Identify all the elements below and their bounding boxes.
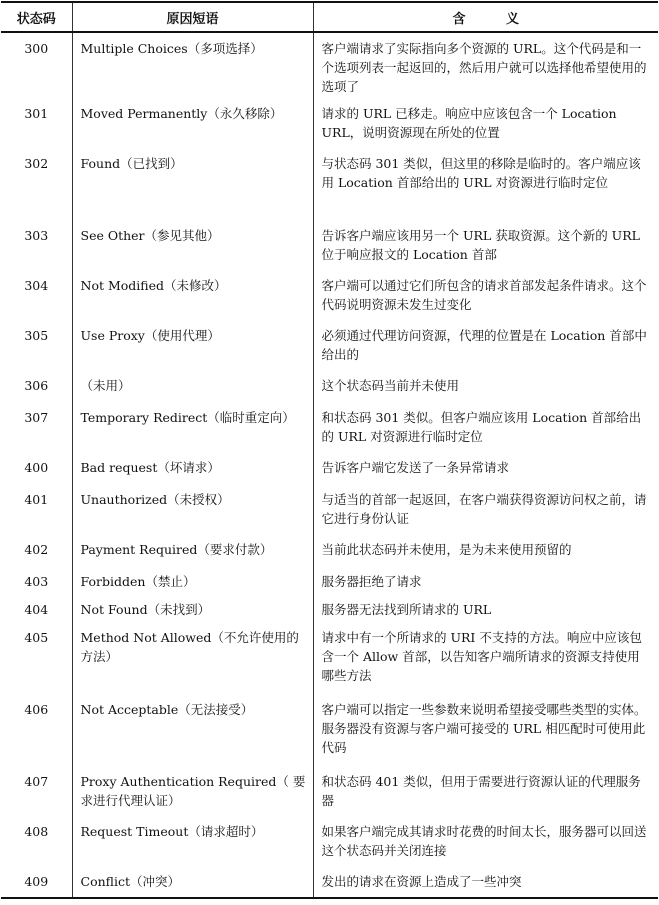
meaning-cell: 与适当的首部一起返回，在客户端获得资源访问权之前，请它进行身份认证 <box>321 492 647 526</box>
reason-phrase-cell: Forbidden（禁止） <box>72 566 313 594</box>
reason-phrase-cell: Conflict（冲突） <box>72 866 313 898</box>
status-code-table <box>1 1 658 899</box>
meaning-cell: 客户端可以指定一些参数来说明希望接受哪些类型的实体。服务器没有资源与客户端可接受的 URL 相匹配时可使用此代码 <box>321 702 647 755</box>
header-phrase: 原因短语 <box>72 2 313 32</box>
reason-phrase-cell: Not Found（未找到） <box>72 594 313 622</box>
status-code-cell: 403 <box>1 566 72 594</box>
table-row <box>1 148 658 220</box>
header-code: 状态码 <box>1 2 72 32</box>
status-code-cell: 300 <box>1 32 72 98</box>
reason-phrase-cell: Found（已找到） <box>72 148 313 220</box>
meaning-cell: 如果客户端完成其请求时花费的时间太长，服务器可以回送这个状态码并关闭连接 <box>321 824 647 858</box>
status-code-cell: 307 <box>1 402 72 452</box>
meaning-cell: 告诉客户端它发送了一条异常请求 <box>321 460 510 475</box>
table-row <box>1 32 658 98</box>
status-code-cell: 306 <box>1 370 72 402</box>
status-code-cell: 302 <box>1 148 72 220</box>
status-code-cell: 401 <box>1 484 72 534</box>
header-meaning: 含 义 <box>313 2 658 32</box>
status-code-cell: 404 <box>1 594 72 622</box>
table-row <box>1 694 658 766</box>
status-code-cell: 305 <box>1 320 72 370</box>
reason-phrase-cell: Method Not Allowed（不允许使用的方法） <box>72 622 313 694</box>
meaning-cell: 这个状态码当前并未使用 <box>321 378 460 393</box>
status-code-cell: 409 <box>1 866 72 898</box>
table-row <box>1 98 658 148</box>
reason-phrase-cell: Payment Required（要求付款） <box>72 534 313 566</box>
reason-phrase-cell: Bad request（坏请求） <box>72 452 313 484</box>
meaning-cell: 当前此状态码并未使用，是为未来使用预留的 <box>321 542 572 557</box>
table-row <box>1 484 658 534</box>
meaning-cell: 客户端请求了实际指向多个资源的 URL。这个代码是和一个选项列表一起返回的，然后用户就可以选择他希望使用的选项了 <box>321 41 647 94</box>
reason-phrase-cell: Temporary Redirect（临时重定向） <box>72 402 313 452</box>
table-row <box>1 534 658 566</box>
reason-phrase-cell: Request Timeout（请求超时） <box>72 816 313 866</box>
meaning-cell: 客户端可以通过它们所包含的请求首部发起条件请求。这个代码说明资源未发生过变化 <box>321 278 647 312</box>
status-code-cell: 408 <box>1 816 72 866</box>
reason-phrase-cell: Not Modified（未修改） <box>72 270 313 320</box>
meaning-cell: 和状态码 301 类似。但客户端应该用 Location 首部给出的 URL 对资源进行临时定位 <box>321 410 642 444</box>
reason-phrase-cell: （未用） <box>72 370 313 402</box>
status-code-cell: 406 <box>1 694 72 766</box>
meaning-cell: 服务器无法找到所请求的 URL <box>321 602 492 617</box>
status-code-cell: 304 <box>1 270 72 320</box>
table-row <box>1 402 658 452</box>
table-row <box>1 220 658 270</box>
status-code-cell: 405 <box>1 622 72 694</box>
reason-phrase-cell: See Other（参见其他） <box>72 220 313 270</box>
reason-phrase-cell: Not Acceptable（无法接受） <box>72 694 313 766</box>
status-code-cell: 303 <box>1 220 72 270</box>
table-row <box>1 320 658 370</box>
meaning-cell: 发出的请求在资源上造成了一些冲突 <box>313 866 658 898</box>
reason-phrase-cell: Moved Permanently（永久移除） <box>72 98 313 148</box>
table-row <box>1 370 658 402</box>
meaning-cell: 服务器拒绝了请求 <box>321 574 422 589</box>
meaning-cell: 请求中有一个所请求的 URI 不支持的方法。响应中应该包含一个 Allow 首部，以告知客户端所请求的资源支持使用哪些方法 <box>321 630 642 683</box>
meaning-cell: 和状态码 401 类似，但用于需要进行资源认证的代理服务器 <box>321 774 641 808</box>
table-row <box>1 622 658 694</box>
table-row <box>1 866 658 898</box>
status-code-cell: 402 <box>1 534 72 566</box>
header-row <box>1 2 658 32</box>
reason-phrase-cell: Multiple Choices（多项选择） <box>72 32 313 98</box>
table-row <box>1 594 658 622</box>
reason-phrase-cell: Unauthorized（未授权） <box>72 484 313 534</box>
table-row <box>1 566 658 594</box>
status-code-cell: 400 <box>1 452 72 484</box>
meaning-cell: 告诉客户端应该用另一个 URL 获取资源。这个新的 URL 位于响应报文的 Location 首部 <box>321 228 640 262</box>
reason-phrase-cell: Use Proxy（使用代理） <box>72 320 313 370</box>
table-row <box>1 816 658 866</box>
status-code-cell: 407 <box>1 766 72 816</box>
status-code-cell: 301 <box>1 98 72 148</box>
table-row <box>1 270 658 320</box>
meaning-cell: 必须通过代理访问资源，代理的位置是在 Location 首部中给出的 <box>321 328 647 362</box>
reason-phrase-cell: Proxy Authentication Required（ 要求进行代理认证） <box>72 766 313 816</box>
meaning-cell: 请求的 URL 已移走。响应中应该包含一个 Location URL，说明资源现在所处的位置 <box>321 106 617 140</box>
table-row <box>1 766 658 816</box>
table-row <box>1 452 658 484</box>
meaning-cell: 与状态码 301 类似，但这里的移除是临时的。客户端应该用 Location 首部给出的 URL 对资源进行临时定位 <box>321 156 641 190</box>
